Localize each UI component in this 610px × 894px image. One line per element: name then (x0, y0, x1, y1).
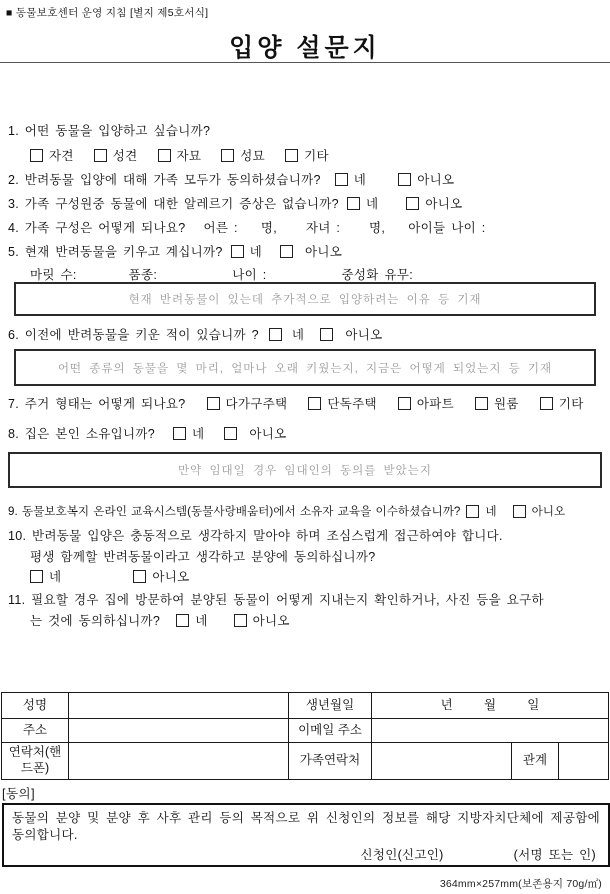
checkbox[interactable] (234, 614, 247, 627)
checkbox[interactable] (320, 328, 333, 341)
checkbox[interactable] (173, 427, 186, 440)
question-5-subfields[interactable] (30, 265, 413, 283)
q7-option-other[interactable] (540, 394, 584, 412)
checkbox[interactable] (398, 173, 411, 186)
q2-yes[interactable] (335, 170, 366, 188)
checkbox[interactable] (231, 245, 244, 258)
question-9 (8, 503, 565, 519)
q7-option-label: 단독주택 (327, 397, 377, 411)
question-3 (8, 194, 462, 212)
question-5-subfields-text: 마릿 수: 품종: 나이 : 중성화 유무: (30, 268, 413, 282)
q9-yes[interactable] (466, 503, 496, 519)
yes-label: 네 (353, 173, 367, 187)
birthdate-input-cell[interactable]: 년 월 일 (372, 693, 609, 719)
yes-label: 네 (291, 328, 305, 342)
q1-option-label: 성묘 (240, 149, 266, 163)
email-label: 이메일 주소 (289, 719, 372, 743)
q3-yes[interactable] (347, 194, 378, 212)
q9-no[interactable] (513, 503, 566, 519)
checkbox[interactable] (347, 197, 360, 210)
no-label: 아니오 (345, 328, 383, 342)
page-title: 입양 설문지 (229, 34, 381, 62)
relation-input-cell[interactable] (559, 743, 609, 780)
title-divider (0, 62, 610, 63)
q1-option-label: 자묘 (176, 149, 202, 163)
q1-option-adult-cat[interactable] (221, 146, 265, 164)
q7-option-label: 기타 (558, 397, 584, 411)
question-11-text2: 는 것에 동의하십니까? (30, 614, 161, 628)
checkbox[interactable] (207, 397, 220, 410)
name-label: 성명 (2, 693, 69, 719)
q1-option-label: 성견 (112, 149, 138, 163)
consent-box (2, 803, 610, 867)
question-8-text: 8. 집은 본인 소유입니까? (8, 427, 155, 441)
checkbox[interactable] (513, 505, 526, 518)
consent-body: 동물의 분양 및 분양 후 사후 관리 등의 목적으로 위 신청인의 정보를 해당 지방자치단체에 제공함에 동의합니다. (12, 811, 600, 842)
name-input-cell[interactable] (69, 693, 289, 719)
checkbox[interactable] (540, 397, 553, 410)
question-10-options (30, 567, 190, 585)
question-10-text2: 평생 함께할 반려동물이라고 생각하고 분양에 동의하십니까? (30, 550, 376, 564)
yes-label: 네 (191, 427, 205, 441)
question-10-line1 (8, 526, 503, 544)
question-11-line2 (30, 611, 290, 629)
checkbox[interactable] (475, 397, 488, 410)
email-input-cell[interactable] (372, 719, 609, 743)
q1-option-label: 기타 (304, 149, 329, 163)
question-11-text1: 11. 필요할 경우 집에 방문하여 분양된 동물이 어떻게 지내는지 확인하거나, 사진 등을 요구하 (8, 593, 544, 607)
no-label: 아니오 (425, 197, 463, 211)
checkbox[interactable] (335, 173, 348, 186)
checkbox[interactable] (269, 328, 282, 341)
checkbox[interactable] (406, 197, 419, 210)
q8-no[interactable] (224, 424, 286, 442)
doc-reference: ■ 동물보호센터 운영 지침 [별지 제5호서식] (6, 7, 209, 19)
q5-note-input-box[interactable] (14, 282, 596, 316)
question-4-text: 4. 가족 구성은 어떻게 되나요? (8, 221, 186, 235)
q6-no[interactable] (320, 325, 382, 343)
question-6-text: 6. 이전에 반려동물을 키운 적이 있습니까 ? (8, 328, 259, 342)
question-5 (8, 242, 342, 260)
q7-option-label: 아파트 (416, 397, 455, 411)
checkbox[interactable] (94, 149, 107, 162)
question-1-text: 1. 어떤 동물을 입양하고 싶습니까? (8, 124, 211, 138)
yes-label: 네 (485, 505, 497, 518)
q8-yes[interactable] (173, 424, 204, 442)
q11-yes[interactable] (176, 611, 207, 629)
checkbox[interactable] (224, 427, 237, 440)
table-row (2, 719, 609, 743)
question-7 (8, 394, 584, 412)
q7-option-label: 원룸 (494, 397, 519, 411)
address-input-cell[interactable] (69, 719, 289, 743)
yes-label: 네 (365, 197, 379, 211)
phone-label: 연락처(핸드폰) (2, 743, 69, 780)
question-2-text: 2. 반려동물 입양에 대해 가족 모두가 동의하셨습니까? (8, 173, 321, 187)
table-row (2, 693, 609, 719)
phone-input-cell[interactable] (69, 743, 289, 780)
no-label: 아니오 (531, 505, 566, 518)
q1-option-kitten[interactable] (158, 146, 202, 164)
signature-or-seal-label: (서명 또는 인) (513, 847, 596, 862)
question-2 (8, 170, 454, 188)
q3-no[interactable] (406, 194, 462, 212)
checkbox[interactable] (176, 614, 189, 627)
q6-yes[interactable] (269, 325, 304, 343)
q1-option-other[interactable] (285, 146, 329, 164)
checkbox[interactable] (221, 149, 234, 162)
no-label: 아니오 (305, 245, 343, 259)
checkbox[interactable] (398, 397, 411, 410)
question-10-text1: 10. 반려동물 입양은 충동적으로 생각하지 말아야 하며 조심스럽게 접근하여야 합니다. (8, 529, 503, 543)
checkbox[interactable] (308, 397, 321, 410)
q7-option-apartment[interactable] (398, 394, 454, 412)
q6-note-input-box[interactable] (14, 349, 596, 386)
yes-label: 네 (195, 614, 208, 628)
q10-no[interactable] (133, 567, 189, 585)
q2-no[interactable] (398, 170, 454, 188)
q7-option-detached[interactable] (308, 394, 377, 412)
table-row (2, 743, 609, 780)
question-1-options (30, 146, 329, 164)
relation-label: 관계 (512, 743, 559, 780)
q10-yes[interactable] (30, 567, 61, 585)
birthdate-label: 생년월일 (289, 693, 372, 719)
consent-sign-line (12, 847, 600, 864)
q1-option-label: 자견 (49, 149, 74, 163)
q6-note-placeholder: 어떤 종류의 동물을 몇 마리, 얼마나 오래 키웠는지, 지금은 어떻게 되었는지 등 기재 (57, 362, 553, 375)
q1-option-adult-dog[interactable] (94, 146, 138, 164)
checkbox[interactable] (280, 245, 293, 258)
q5-note-placeholder: 현재 반려동물이 있는데 추가적으로 입양하려는 이유 등 기재 (128, 294, 482, 306)
question-5-text: 5. 현재 반려동물을 키우고 계십니까? (8, 245, 223, 259)
family-contact-input-cell[interactable] (372, 743, 512, 780)
applicant-signer-label: 신청인(신고인) (360, 847, 444, 862)
q7-option-studio[interactable] (475, 394, 519, 412)
paper-spec-footer: 364mm×257mm(보존용지 70g/㎡) (439, 878, 602, 890)
q1-option-puppy[interactable] (30, 146, 74, 164)
question-11-line1 (8, 590, 544, 608)
checkbox[interactable] (158, 149, 171, 162)
family-contact-label: 가족연락처 (289, 743, 372, 780)
question-8 (8, 424, 287, 442)
no-label: 아니오 (249, 427, 287, 441)
yes-label: 네 (49, 570, 62, 584)
question-4-fields[interactable]: 어른 : 명, 자녀 : 명, 아이들 나이 : (203, 221, 486, 235)
no-label: 아니오 (252, 614, 290, 628)
q7-option-multiplex[interactable] (207, 394, 288, 412)
question-6 (8, 325, 382, 343)
question-7-text: 7. 주거 형태는 어떻게 되나요? (8, 397, 186, 411)
address-label: 주소 (2, 719, 69, 743)
no-label: 아니오 (152, 570, 190, 584)
checkbox[interactable] (133, 570, 146, 583)
no-label: 아니오 (417, 173, 455, 187)
q5-no[interactable] (280, 242, 342, 260)
question-10-line2 (30, 547, 376, 565)
q8-note-input-box[interactable] (8, 452, 602, 488)
yes-label: 네 (249, 245, 263, 259)
question-1 (8, 121, 210, 139)
applicant-info-table (1, 692, 609, 780)
checkbox[interactable] (30, 570, 43, 583)
checkbox[interactable] (285, 149, 298, 162)
q11-no[interactable] (234, 611, 290, 629)
q7-option-label: 다가구주택 (225, 397, 288, 411)
q5-yes[interactable] (231, 242, 262, 260)
question-4 (8, 218, 486, 236)
checkbox[interactable] (30, 149, 43, 162)
q8-note-placeholder: 만약 임대일 경우 임대인의 동의를 받았는지 (178, 465, 432, 477)
question-9-text: 9. 동물보호복지 온라인 교육시스템(동물사랑배움터)에서 소유자 교육을 이수하셨습니까? (8, 505, 461, 518)
question-3-text: 3. 가족 구성원중 동물에 대한 알레르기 증상은 없습니까? (8, 197, 339, 211)
checkbox[interactable] (466, 505, 479, 518)
consent-heading: [동의] (2, 787, 36, 801)
